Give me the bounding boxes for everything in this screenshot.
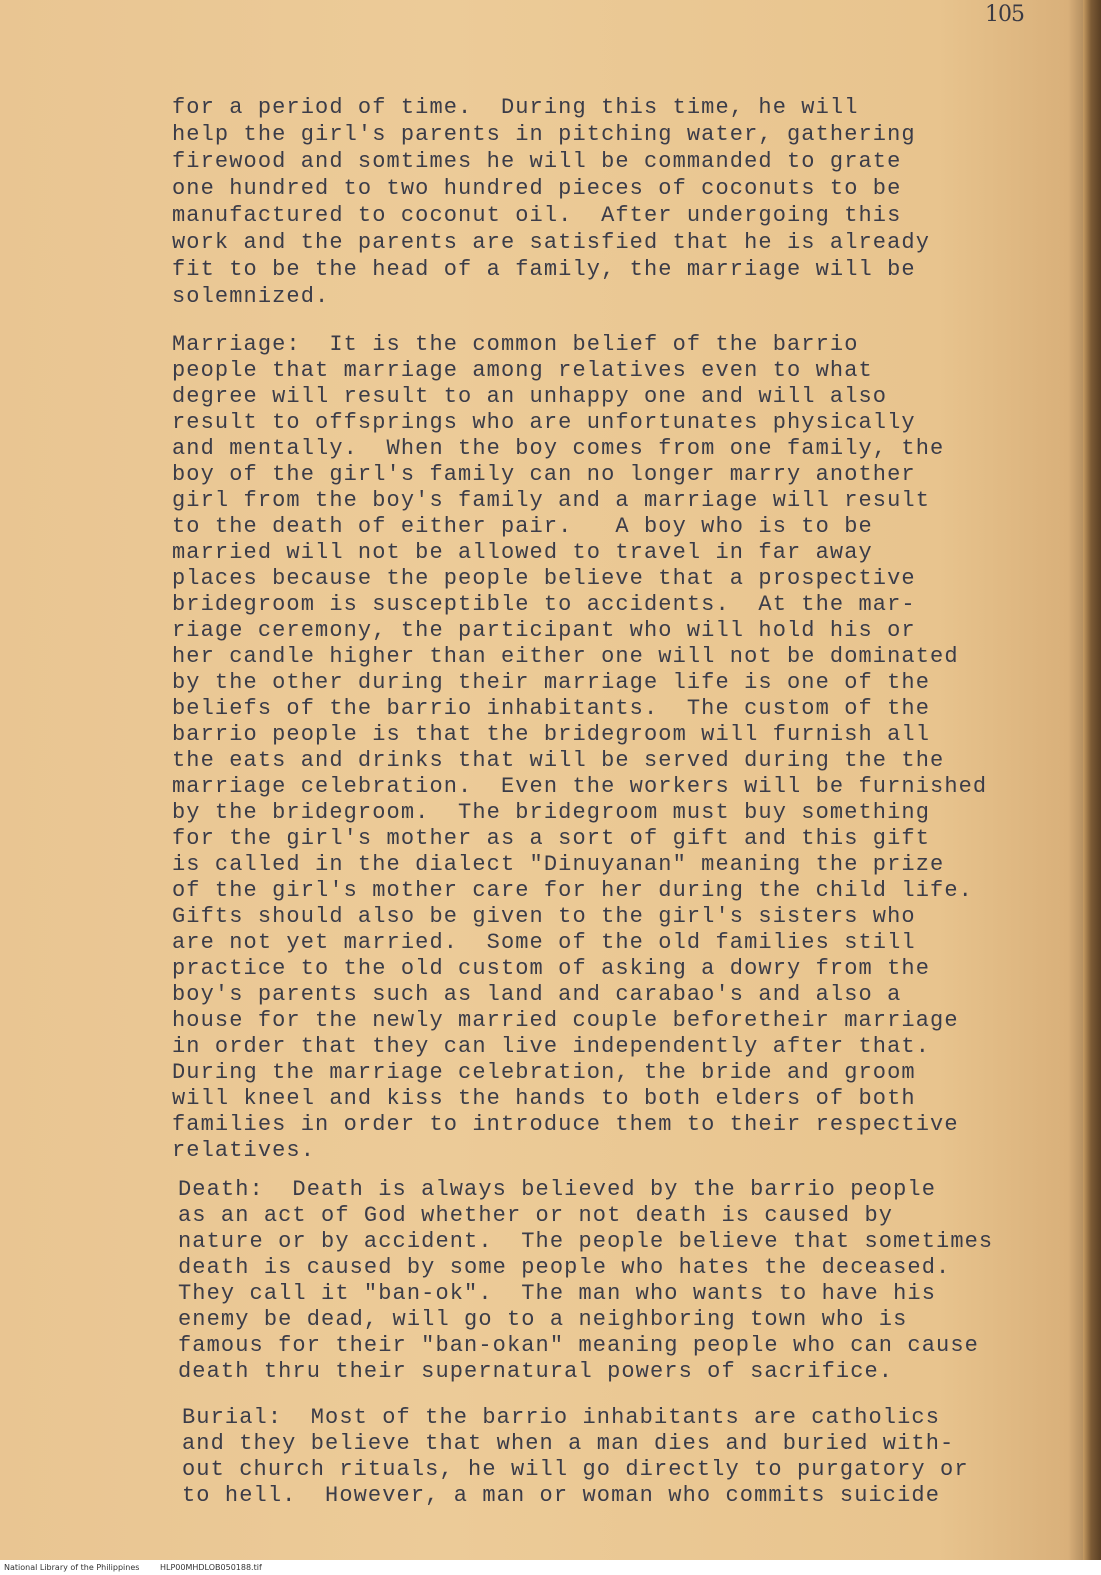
- text-line: people that marriage among relatives even to what: [172, 358, 873, 383]
- text-line: boy's parents such as land and carabao's and also a: [172, 982, 902, 1007]
- text-line: are not yet married. Some of the old families still: [172, 930, 916, 955]
- text-line: Gifts should also be given to the girl's sisters who: [172, 904, 916, 929]
- text-line: will kneel and kiss the hands to both elders of both: [172, 1086, 916, 1111]
- text-line: firewood and somtimes he will be commanded to grate: [172, 149, 902, 174]
- text-line: riage ceremony, the participant who will hold his or: [172, 618, 916, 643]
- text-line: by the other during their marriage life is one of the: [172, 670, 931, 695]
- text-line: girl from the boy's family and a marriage will result: [172, 488, 931, 513]
- text-line: out church rituals, he will go directly to purgatory or: [182, 1457, 969, 1482]
- text-line: nature or by accident. The people believe that sometimes: [178, 1229, 994, 1254]
- text-line: Burial: Most of the barrio inhabitants are catholics: [182, 1405, 941, 1430]
- text-line: help the girl's parents in pitching water, gathering: [172, 122, 916, 147]
- text-line: to hell. However, a man or woman who commits suicide: [182, 1483, 941, 1508]
- text-line: for the girl's mother as a sort of gift and this gift: [172, 826, 931, 851]
- text-line: for a period of time. During this time, he will: [172, 95, 859, 120]
- text-line: practice to the old custom of asking a dowry from the: [172, 956, 931, 981]
- text-line: famous for their "ban-okan" meaning people who can cause: [178, 1333, 979, 1358]
- text-line: Death: Death is always believed by the barrio people: [178, 1177, 937, 1202]
- text-line: by the bridegroom. The bridegroom must buy something: [172, 800, 931, 825]
- text-line: solemnized.: [172, 284, 330, 309]
- text-line: manufactured to coconut oil. After undergoing this: [172, 203, 902, 228]
- text-line: They call it "ban-ok". The man who wants to have his: [178, 1281, 937, 1306]
- text-line: of the girl's mother care for her during the child life.: [172, 878, 973, 903]
- text-line: result to offsprings who are unfortunates physically: [172, 410, 916, 435]
- text-line: marriage celebration. Even the workers will be furnished: [172, 774, 988, 799]
- text-line: to the death of either pair. A boy who is to be: [172, 514, 873, 539]
- text-line: families in order to introduce them to their respective: [172, 1112, 959, 1137]
- scan-filename: HLP00MHDLOB050188.tif: [160, 1563, 262, 1572]
- text-line: fit to be the head of a family, the marriage will be: [172, 257, 916, 282]
- text-line: house for the newly married couple beforetheir marriage: [172, 1008, 959, 1033]
- library-credit: National Library of the Philippines: [4, 1563, 140, 1572]
- scan-footer: [0, 1560, 1101, 1575]
- text-line: degree will result to an unhappy one and will also: [172, 384, 888, 409]
- text-line: married will not be allowed to travel in far away: [172, 540, 873, 565]
- text-line: work and the parents are satisfied that he is already: [172, 230, 931, 255]
- text-line: relatives.: [172, 1138, 316, 1163]
- text-line: as an act of God whether or not death is caused by: [178, 1203, 894, 1228]
- text-line: bridegroom is susceptible to accidents. At the mar-: [172, 592, 916, 617]
- text-line: one hundred to two hundred pieces of coconuts to be: [172, 176, 902, 201]
- text-line: death thru their supernatural powers of sacrifice.: [178, 1359, 894, 1384]
- text-line: beliefs of the barrio inhabitants. The custom of the: [172, 696, 931, 721]
- text-line: in order that they can live independently after that.: [172, 1034, 931, 1059]
- text-line: boy of the girl's family can no longer marry another: [172, 462, 916, 487]
- text-line: and mentally. When the boy comes from one family, the: [172, 436, 945, 461]
- text-line: places because the people believe that a prospective: [172, 566, 916, 591]
- text-line: During the marriage celebration, the bride and groom: [172, 1060, 916, 1085]
- text-line: and they believe that when a man dies and buried with-: [182, 1431, 955, 1456]
- text-line: death is caused by some people who hates the deceased.: [178, 1255, 951, 1280]
- text-line: enemy be dead, will go to a neighboring town who is: [178, 1307, 908, 1332]
- page-number: 105: [985, 2, 1024, 27]
- text-line: is called in the dialect "Dinuyanan" meaning the prize: [172, 852, 945, 877]
- text-line: the eats and drinks that will be served during the the: [172, 748, 945, 773]
- text-line: Marriage: It is the common belief of the barrio: [172, 332, 859, 357]
- text-line: barrio people is that the bridegroom will furnish all: [172, 722, 931, 747]
- text-line: her candle higher than either one will not be dominated: [172, 644, 959, 669]
